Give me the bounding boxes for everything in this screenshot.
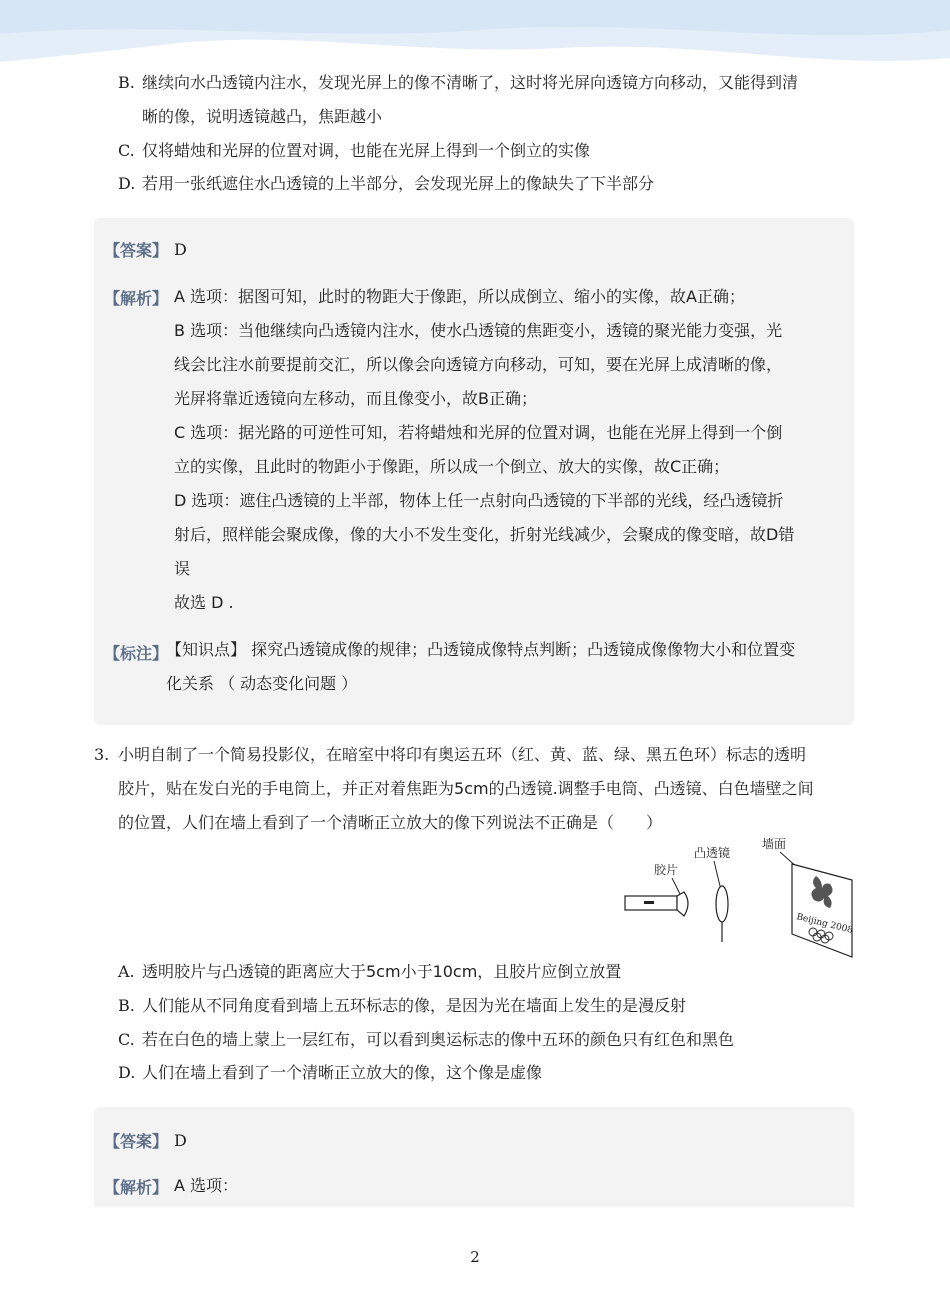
analysis-line: D 选项：遮住凸透镜的上半部，物体上任一点射向凸透镜的下半部的光线，经凸透镜折 [174, 491, 784, 510]
answer-tag: 【答案】 [104, 241, 169, 260]
header-wave-decoration [0, 0, 950, 70]
analysis-line: 射后，照样能会聚成像，像的大小不发生变化，折射光线减少，会聚成的像变暗，故D错 [174, 525, 795, 544]
option-c: C. 仅将蜡烛和光屏的位置对调，也能在光屏上得到一个倒立的实像 [118, 141, 591, 160]
question-stem: 小明自制了一个简易投影仪，在暗室中将印有奥运五环（红、黄、蓝、绿、黑五色环）标志的透明 胶片，贴在发白光的手电筒上，并正对着焦距为5cm的凸透镜.调整手电筒、凸透镜、白色墙壁之间 的位置，人们在墙上看到了一个清晰正立放大的像下列说法不正确是（ ） [118, 745, 814, 832]
analysis-tag: 【解析】 [104, 1178, 169, 1197]
option-c: C. 若在白色的墙上蒙上一层红布，可以看到奥运标志的像中五环的颜色只有红色和黑色 [118, 1030, 735, 1049]
film-label: 胶片 [654, 863, 679, 877]
wall-label: 墙面 [762, 837, 787, 851]
projector-figure [620, 834, 860, 959]
option-d: D. 若用一张纸遮住水凸透镜的上半部分，会发现光屏上的像缺失了下半部分 [118, 174, 655, 193]
option-d: D. 人们在墙上看到了一个清晰正立放大的像，这个像是虚像 [118, 1063, 543, 1082]
answer-value: D [174, 1131, 187, 1150]
analysis-line: 立的实像，且此时的物距小于像距，所以成一个倒立、放大的实像，故C正确； [174, 457, 730, 476]
page-number: 2 [470, 1248, 480, 1266]
note-text: 【知识点】 探究凸透镜成像的规律；凸透镜成像特点判断；凸透镜成像像物大小和位置变 化关系 （ 动态变化问题 ） [166, 640, 796, 693]
analysis-line: 故选 D . [174, 593, 234, 612]
analysis-first-line: A 选项： [174, 1176, 239, 1195]
analysis-line: 线会比注水前要提前交汇，所以像会向透镜方向移动，可知，要在光屏上成清晰的像， [174, 355, 783, 374]
question-number: 3. [94, 745, 110, 764]
answer-tag: 【答案】 [104, 1132, 169, 1151]
analysis-line: B 选项：当他继续向凸透镜内注水，使水凸透镜的焦距变小，透镜的聚光能力变强，光 [174, 321, 783, 340]
analysis-line: C 选项：据光路的可逆性可知，若将蜡烛和光屏的位置对调，也能在光屏上得到一个倒 [174, 423, 783, 442]
question-3 [94, 738, 854, 840]
note-tag: 【标注】 [104, 644, 169, 663]
wall-screen-icon [792, 864, 854, 957]
option-b-continued: 晰的像，说明透镜越凸，焦距越小 [142, 107, 383, 126]
analysis-line: A 选项：据图可知，此时的物距大于像距，所以成倒立、缩小的实像，故A正确； [174, 287, 745, 306]
flashlight-icon [625, 892, 688, 916]
logo-text: Beijing 2008 [795, 912, 854, 936]
analysis-line: 误 [174, 559, 191, 578]
answer-value: D [174, 240, 187, 259]
answer-box-q3 [94, 1107, 854, 1207]
option-b: B. 人们能从不同角度看到墙上五环标志的像，是因为光在墙面上发生的是漫反射 [118, 996, 687, 1015]
analysis-line: 光屏将靠近透镜向左移动，而且像变小，故B正确； [174, 389, 537, 408]
answer-box-q2 [94, 218, 854, 725]
lens-label: 凸透镜 [694, 846, 731, 860]
convex-lens-icon [716, 886, 728, 942]
analysis-lines [174, 280, 844, 620]
option-b: B. 继续向水凸透镜内注水，发现光屏上的像不清晰了，这时将光屏向透镜方向移动，又能得到清 [118, 73, 799, 92]
analysis-tag: 【解析】 [104, 289, 169, 308]
option-a: A. 透明胶片与凸透镜的距离应大于5cm小于10cm，且胶片应倒立放置 [118, 962, 622, 981]
